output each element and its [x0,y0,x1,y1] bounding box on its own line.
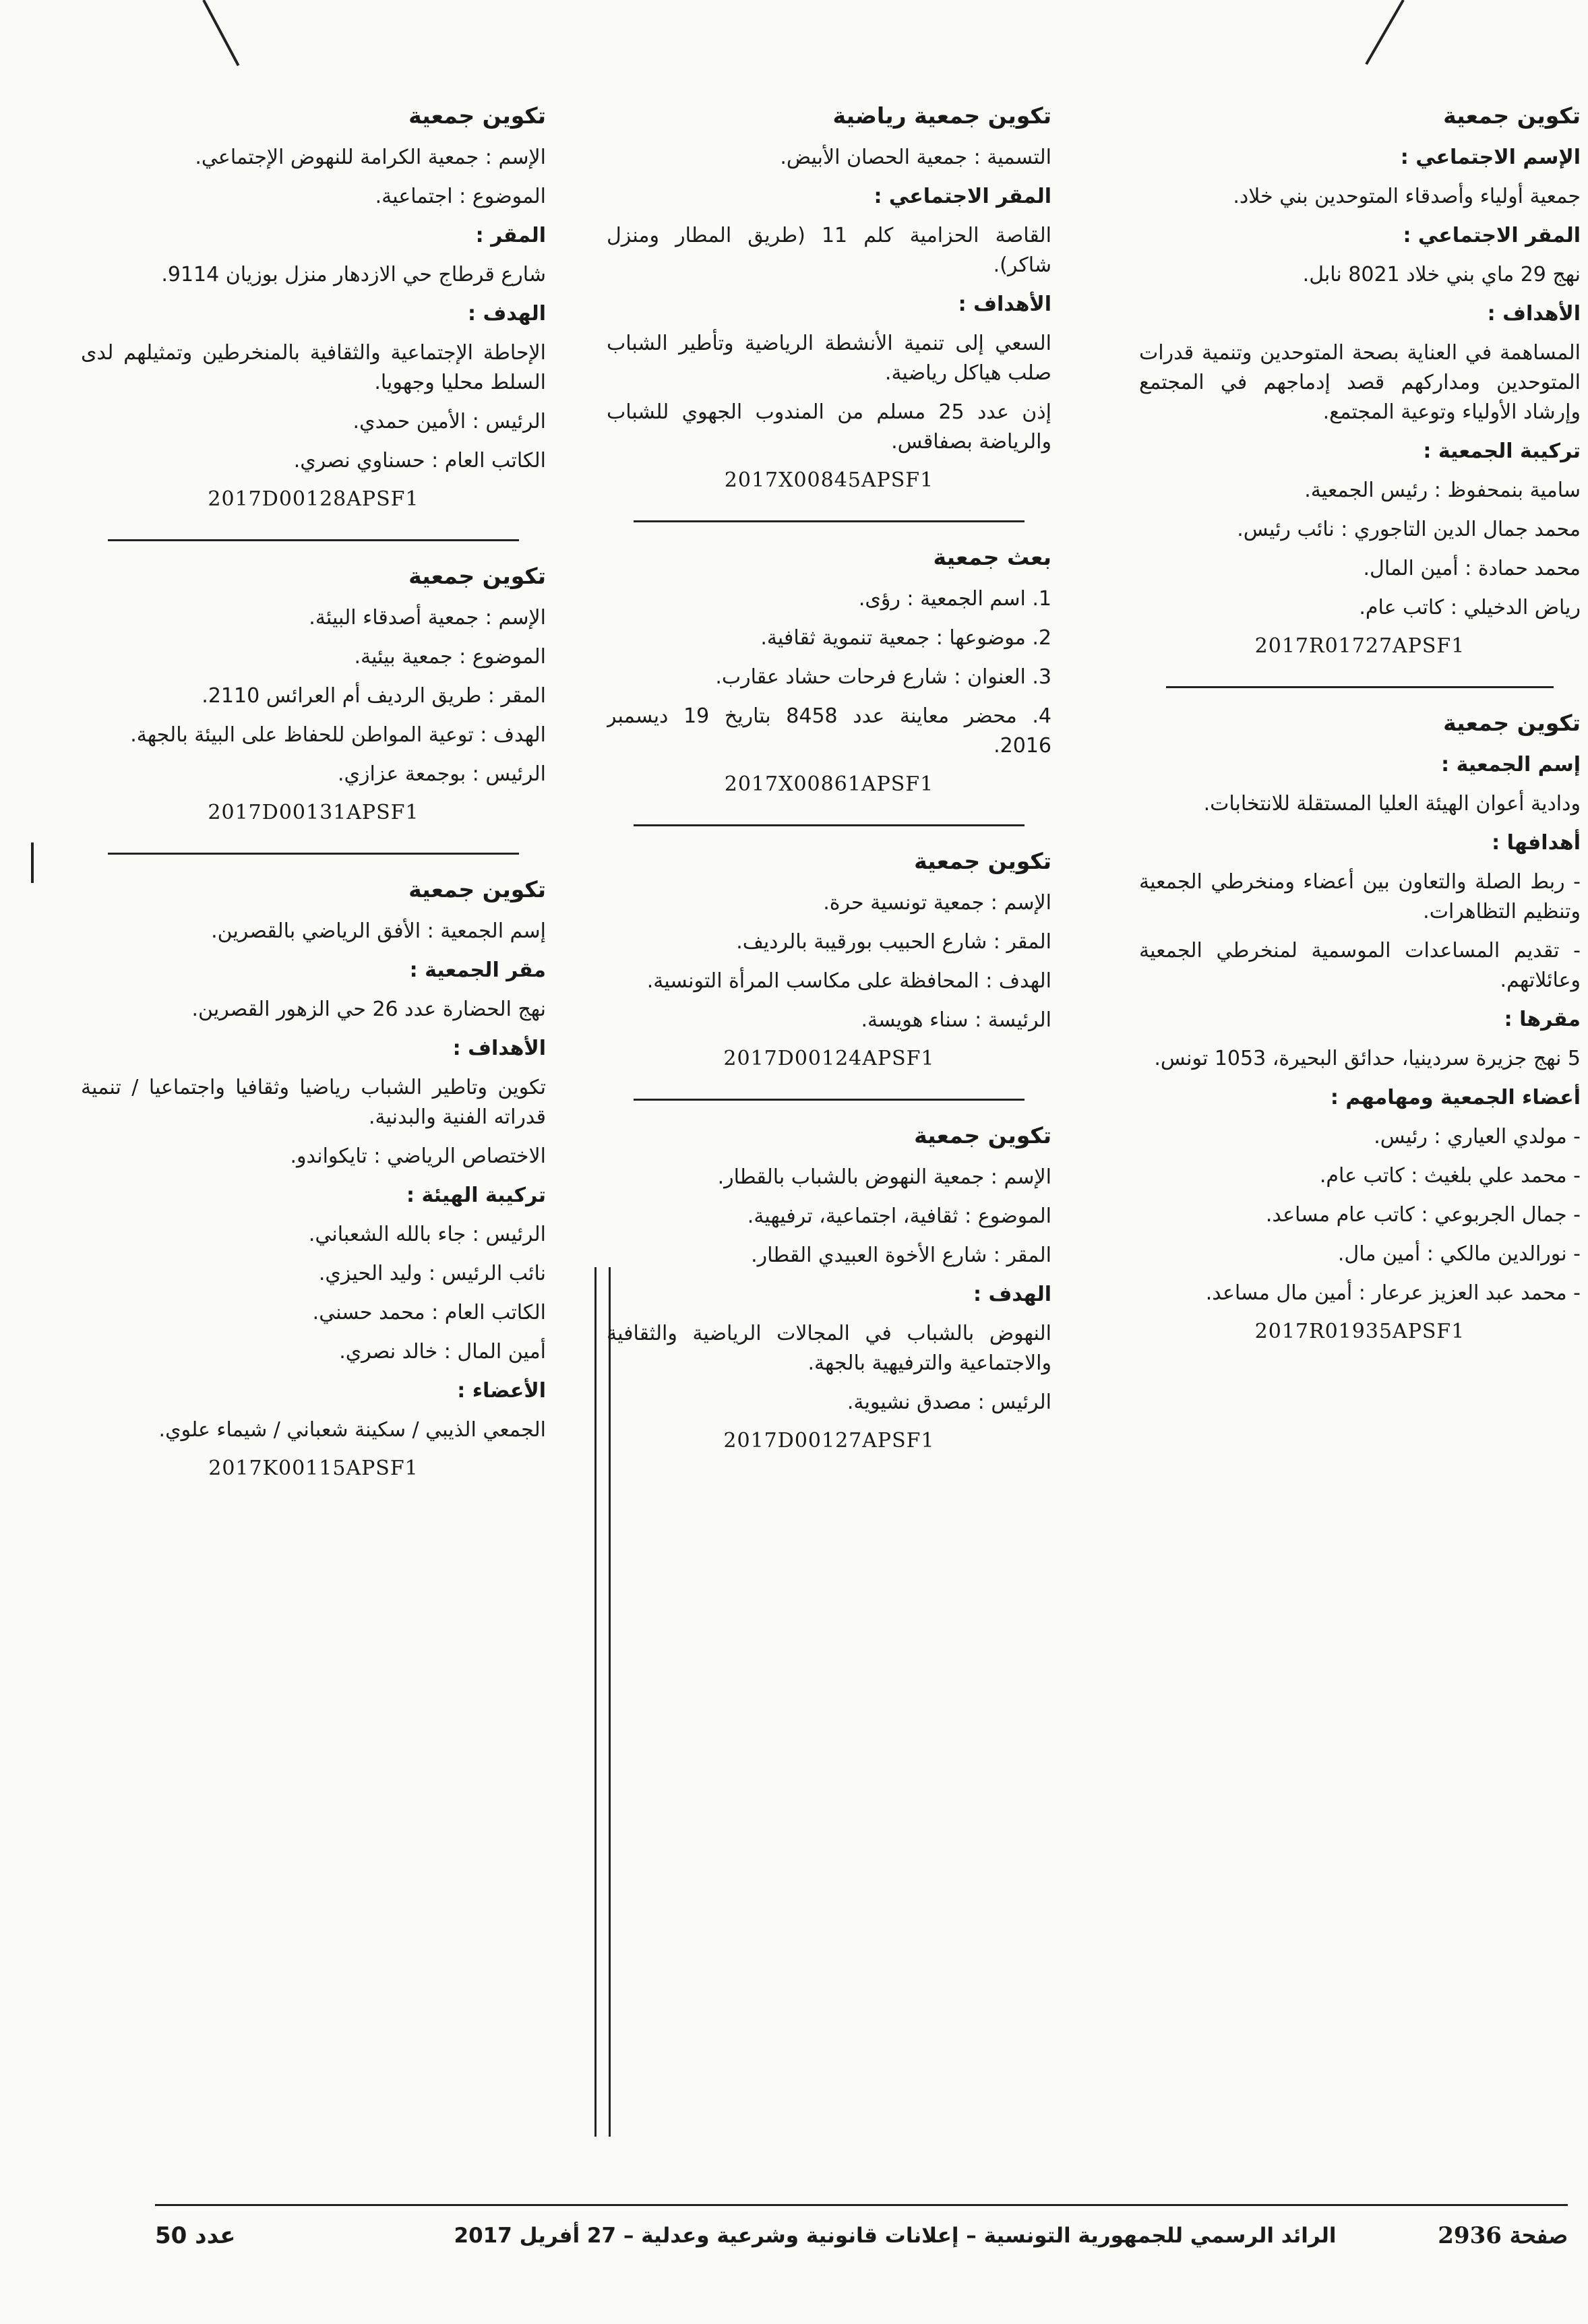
notice-separator [634,520,1025,522]
notice-reference: 2017R01935APSF1 [1254,1320,1465,1343]
notice-text: النهوض بالشباب في المجالات الرياضية والثقافية والاجتماعية والترفيهية بالجهة. [607,1322,1051,1375]
notice-text: رياض الدخيلي : كاتب عام. [1359,596,1581,619]
notice-reference: 2017K00115APSF1 [208,1457,419,1480]
notice-text: تكوين وتاطير الشباب رياضيا وثقافيا واجتماعيا / تنمية قدراته الفنية والبدنية. [81,1076,546,1129]
notice-label: مقر الجمعية : [409,958,546,982]
notice-reference: 2017D00131APSF1 [208,801,419,824]
notice-text: الاختصاص الرياضي : تايكواندو. [290,1144,546,1168]
notice-text: 1. اسم الجمعية : رؤى. [858,587,1051,611]
notice-label: مقرها : [1504,1008,1581,1031]
margin-bracket [594,1267,611,2137]
notice-label: الأهداف : [958,293,1051,316]
notice-text: السعي إلى تنمية الأنشطة الرياضية وتأطير الشباب صلب هياكل رياضية. [607,332,1051,385]
column-left [81,101,546,2137]
notice-title: تكوين جمعية [1443,102,1581,129]
notice [607,1121,1051,1455]
notice [607,847,1051,1073]
column-middle [607,101,1051,2137]
notice-text: الرئيس : الأمين حمدي. [353,410,546,433]
notice-reference: 2017X00861APSF1 [724,772,934,796]
notice-title: بعث جمعية [933,544,1051,570]
notice-separator [634,1099,1025,1101]
notice-reference: 2017R01727APSF1 [1254,634,1465,658]
notice [81,561,546,827]
notice-text: الجمعي الذيبي / سكينة شعباني / شيماء علوي. [158,1418,546,1442]
notice-label: أهدافها : [1492,831,1581,855]
notice-text: - مولدي العياري : رئيس. [1374,1125,1581,1149]
notice-label: المقر الاجتماعي : [874,185,1051,208]
notice [607,543,1051,799]
notice-text: - جمال الجربوعي : كاتب عام مساعد. [1265,1203,1581,1227]
notice-text: الموضوع : جمعية بيئية. [354,645,546,669]
issue-number: عدد 50 [155,2222,236,2249]
pen-mark [31,843,34,883]
notice [81,101,546,514]
notice-title: تكوين جمعية [914,1122,1051,1149]
notice-text: أمين المال : خالد نصري. [339,1340,546,1364]
notice-text: - ربط الصلة والتعاون بين أعضاء ومنخرطي الجمعية وتنظيم التظاهرات. [1139,870,1581,923]
notice-text: إسم الجمعية : الأفق الرياضي بالقصرين. [211,919,546,943]
page-number: صفحة 2936 [1438,2222,1568,2249]
notice-text: الإحاطة الإجتماعية والثقافية بالمنخرطين وتمثيلهم لدى السلط محليا وجهويا. [81,341,546,394]
notice-text: الإسم : جمعية تونسية حرة. [823,891,1051,915]
notice-text: الهدف : المحافظة على مكاسب المرأة التونسية. [646,969,1051,993]
notice-text: الكاتب العام : حسناوي نصري. [293,449,546,472]
notice-label: تركيبة الجمعية : [1423,439,1581,463]
page-footer [155,2204,1568,2267]
notice-separator [108,853,519,855]
notice-reference: 2017D00127APSF1 [723,1429,935,1452]
notice-text: - محمد علي بلغيث : كاتب عام. [1319,1164,1581,1188]
notice-title: تكوين جمعية رياضية [832,102,1051,129]
notice [607,101,1051,495]
notice-separator [1166,686,1554,688]
notice-separator [108,539,519,541]
column-right [1139,101,1581,2137]
notice-label: الإسم الاجتماعي : [1400,146,1581,169]
notice-title: تكوين جمعية [408,563,546,589]
notice-text: الإسم : جمعية الكرامة للنهوض الإجتماعي. [195,146,546,169]
notice-title: تكوين جمعية [408,876,546,903]
pen-mark [202,0,239,66]
notice-title: تكوين جمعية [1443,710,1581,736]
notice-text: القاصة الحزامية كلم 11 (طريق المطار ومنزل شاكر). [607,224,1051,277]
notice-text: نائب الرئيس : وليد الحيزي. [318,1262,546,1285]
notice [1139,708,1581,1346]
notice-text: إذن عدد 25 مسلم من المندوب الجهوي للشباب والرياضة بصفاقس. [607,400,1051,454]
notice-text: الإسم : جمعية النهوض بالشباب بالقطار. [717,1165,1051,1189]
notice-label: الأهداف : [452,1037,546,1060]
notice-text: شارع قرطاج حي الازدهار منزل بوزيان 9114. [161,263,546,286]
notice-text: الرئيس : بوجمعة عزازي. [338,762,546,786]
notice-text: محمد حمادة : أمين المال. [1363,557,1581,580]
notice-label: المقر : [475,224,546,247]
notice-text: 5 نهج جزيرة سردينيا، حدائق البحيرة، 1053 تونس. [1154,1047,1581,1070]
notice-title: تكوين جمعية [408,102,546,129]
notice-text: الكاتب العام : محمد حسني. [312,1301,546,1324]
notice-label: الأعضاء : [457,1379,546,1403]
notice-text: - تقديم المساعدات الموسمية لمنخرطي الجمعية وعائلاتهم. [1139,939,1581,992]
notice-text: الهدف : توعية المواطن للحفاظ على البيئة بالجهة. [130,723,546,747]
notice-text: ودادية أعوان الهيئة العليا المستقلة للانتخابات. [1203,792,1581,816]
journal-title: الرائد الرسمي للجمهورية التونسية – إعلانات قانونية وشرعية وعدلية – 27 أفريل 2017 [454,2224,1337,2248]
notice-text: الرئيسة : سناء هويسة. [861,1008,1051,1032]
notice-text: سامية بنمحفوظ : رئيس الجمعية. [1304,479,1581,502]
notice-text: المقر : طريق الرديف أم العرائس 2110. [202,684,546,708]
notice [81,875,546,1483]
notice-text: محمد جمال الدين التاجوري : نائب رئيس. [1237,518,1581,541]
notice-text: جمعية أولياء وأصدقاء المتوحدين بني خلاد. [1233,185,1581,208]
notice-label: أعضاء الجمعية ومهامهم : [1330,1086,1581,1109]
notice-text: الموضوع : ثقافية، اجتماعية، ترفيهية. [747,1204,1051,1228]
notice-separator [634,824,1025,826]
pen-mark [1365,0,1404,65]
notice-text: نهج 29 ماي بني خلاد 8021 نابل. [1302,263,1581,286]
notice-title: تكوين جمعية [914,848,1051,874]
notice-label: الهدف : [973,1283,1051,1306]
notice-text: - نورالدين مالكي : أمين مال. [1337,1242,1581,1266]
notice-reference: 2017D00124APSF1 [723,1047,935,1070]
notice-text: - محمد عبد العزيز عرعار : أمين مال مساعد. [1205,1281,1581,1305]
notice [1139,101,1581,661]
notice-label: إسم الجمعية : [1441,753,1581,776]
notice-reference: 2017X00845APSF1 [724,468,934,492]
notice-text: الرئيس : مصدق نشيوية. [847,1390,1051,1414]
notice-label: تركيبة الهيئة : [406,1184,546,1207]
notice-reference: 2017D00128APSF1 [208,487,419,511]
notice-text: 4. محضر معاينة عدد 8458 بتاريخ 19 ديسمبر 2016. [607,704,1051,758]
notice-text: 3. العنوان : شارع فرحات حشاد عقارب. [715,665,1051,689]
notice-text: 2. موضوعها : جمعية تنموية ثقافية. [760,626,1051,650]
notice-text: التسمية : جمعية الحصان الأبيض. [780,146,1051,169]
notice-text: الإسم : جمعية أصدقاء البيئة. [309,606,546,630]
notice-text: المقر : شارع الحبيب بورقيبة بالرديف. [736,930,1051,954]
notice-text: الموضوع : اجتماعية. [375,185,546,208]
notice-label: الأهداف : [1487,302,1581,326]
notice-text: نهج الحضارة عدد 26 حي الزهور القصرين. [191,998,546,1021]
notice-text: المقر : شارع الأخوة العبيدي القطار. [751,1244,1051,1267]
notice-text: الرئيس : جاء بالله الشعباني. [308,1223,546,1246]
notice-label: الهدف : [468,302,546,326]
notice-text: المساهمة في العناية بصحة المتوحدين وتنمية قدرات المتوحدين ومداركهم قصد إدماجهم في المجتمع وإرشاد الأولياء وتوعية المجتمع. [1139,341,1581,424]
notice-label: المقر الاجتماعي : [1403,224,1581,247]
